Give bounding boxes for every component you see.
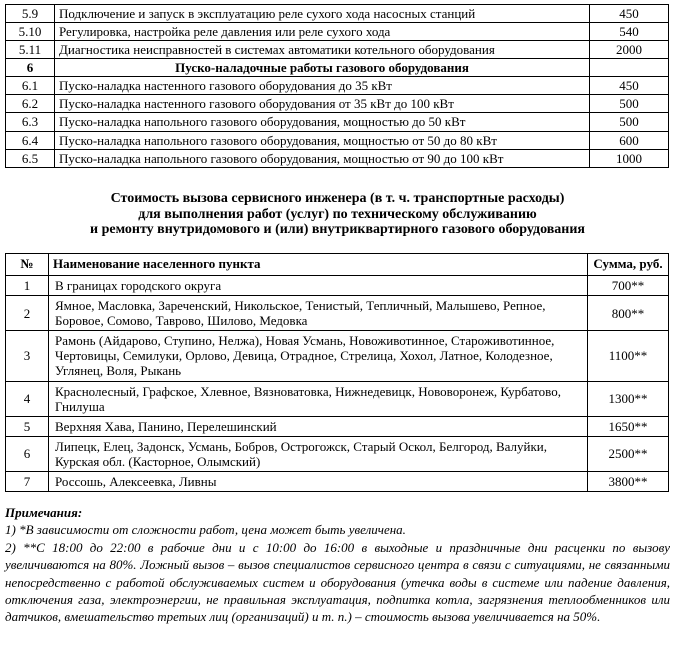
work-price: 500 [590,113,669,131]
table-row [6,471,669,491]
table-header-row [6,254,669,276]
work-price: 540 [590,23,669,41]
table-row [6,5,669,23]
section-title: Пуско-наладочные работы газового оборудования [55,59,590,77]
row-number: 7 [6,471,49,491]
row-number: 6.1 [6,77,55,95]
work-description: Подключение и запуск в эксплуатацию реле сухого хода насосных станций [55,5,590,23]
table-row [6,113,669,131]
works-price-table [5,4,669,168]
row-number: 6.4 [6,131,55,149]
row-number: 5 [6,416,49,436]
work-description: Пуско-наладка настенного газового оборудования до 35 кВт [55,77,590,95]
table-row [6,296,669,331]
table-row [6,331,669,381]
note-2: 2) **С 18:00 до 22:00 в рабочие дни и с 10:00 до 16:00 в выходные и праздничные дни расценки по вызову увеличиваются на 80%. Ложный вызов – вызов специалистов сервисного центра в связи с ситуациями, не связанными непосредственно с работой обслуживаемых систем и оборудования (утечка воды в системе или падение давления, отключения газа, электроэнергии, не правильная эксплуатация, подпитка котла, загрязнения теплообменников или датчиков, вмешательство третьих лиц (организаций) и т. п.) – стоимость вызова увеличивается на 50%. [5,539,670,625]
locality-list: Россошь, Алексеевка, Ливны [49,471,588,491]
row-number: 6.3 [6,113,55,131]
table-row [6,276,669,296]
fee-value: 800** [588,296,669,331]
table-row [6,41,669,59]
work-description: Пуско-наладка настенного газового оборудования от 35 кВт до 100 кВт [55,95,590,113]
fee-value: 700** [588,276,669,296]
locality-list: Ямное, Масловка, Зареченский, Никольское, Тенистый, Тепличный, Малышево, Репное, Боровое, Сомово, Таврово, Шилово, Медовка [49,296,588,331]
notes-heading: Примечания: [5,505,83,521]
fee-value: 1300** [588,381,669,416]
table-row [6,131,669,149]
row-number: 1 [6,276,49,296]
work-description: Диагностика неисправностей в системах автоматики котельного оборудования [55,41,590,59]
header-sum: Сумма, руб. [588,254,669,276]
notes-section [5,504,670,626]
title-line: Стоимость вызова сервисного инженера (в т. ч. транспортные расходы) [110,190,565,206]
locality-list: Верхняя Хава, Панино, Перелешинский [49,416,588,436]
fee-value: 2500** [588,436,669,471]
row-number: 2 [6,296,49,331]
row-number: 4 [6,381,49,416]
locality-list: Липецк, Елец, Задонск, Усмань, Бобров, Острогожск, Старый Оскол, Белгород, Валуйки, Курская обл. (Касторное, Олымский) [49,436,588,471]
table-row [6,23,669,41]
title-line: для выполнения работ (услуг) по техническому обслуживанию [138,206,537,222]
work-description: Регулировка, настройка реле давления или реле сухого хода [55,23,590,41]
header-number: № [6,254,49,276]
work-description: Пуско-наладка напольного газового оборудования, мощностью до 50 кВт [55,113,590,131]
fee-value: 3800** [588,471,669,491]
locality-list: Краснолесный, Графское, Хлевное, Вязноватовка, Нижнедевицк, Нововоронеж, Курбатово, Гнилуша [49,381,588,416]
locality-list: Рамонь (Айдарово, Ступино, Нелжа), Новая Усмань, Новоживотинное, Староживотинное, Чертовицы, Семилуки, Орлово, Девица, Отрадное, Стрелица, Хохол, Латное, Колодезное, Углянец, Воля, Рыкань [49,331,588,381]
work-price: 600 [590,131,669,149]
title-line: и ремонту внутридомового и (или) внутриквартирного газового оборудования [90,222,585,238]
table-row [6,381,669,416]
row-number: 5.11 [6,41,55,59]
work-description: Пуско-наладка напольного газового оборудования, мощностью от 50 до 80 кВт [55,131,590,149]
row-number: 5.9 [6,5,55,23]
table-row [6,149,669,167]
work-price: 450 [590,77,669,95]
section-number: 6 [6,59,55,77]
table-row [6,77,669,95]
fee-value: 1100** [588,331,669,381]
table-row [6,436,669,471]
work-price: 2000 [590,41,669,59]
work-price: 500 [590,95,669,113]
note-1: 1) *В зависимости от сложности работ, цена может быть увеличена. [5,522,406,538]
header-locality: Наименование населенного пункта [49,254,588,276]
work-price: 450 [590,5,669,23]
table-row [6,95,669,113]
row-number: 5.10 [6,23,55,41]
document-title [5,191,670,238]
work-description: Пуско-наладка напольного газового оборудования, мощностью от 90 до 100 кВт [55,149,590,167]
section-header-row [6,59,669,77]
table-row [6,416,669,436]
row-number: 6.2 [6,95,55,113]
locality-list: В границах городского округа [49,276,588,296]
row-number: 6 [6,436,49,471]
work-price: 1000 [590,149,669,167]
fee-value: 1650** [588,416,669,436]
row-number: 6.5 [6,149,55,167]
row-number: 3 [6,331,49,381]
section-price [590,59,669,77]
callout-fee-table [5,253,669,492]
